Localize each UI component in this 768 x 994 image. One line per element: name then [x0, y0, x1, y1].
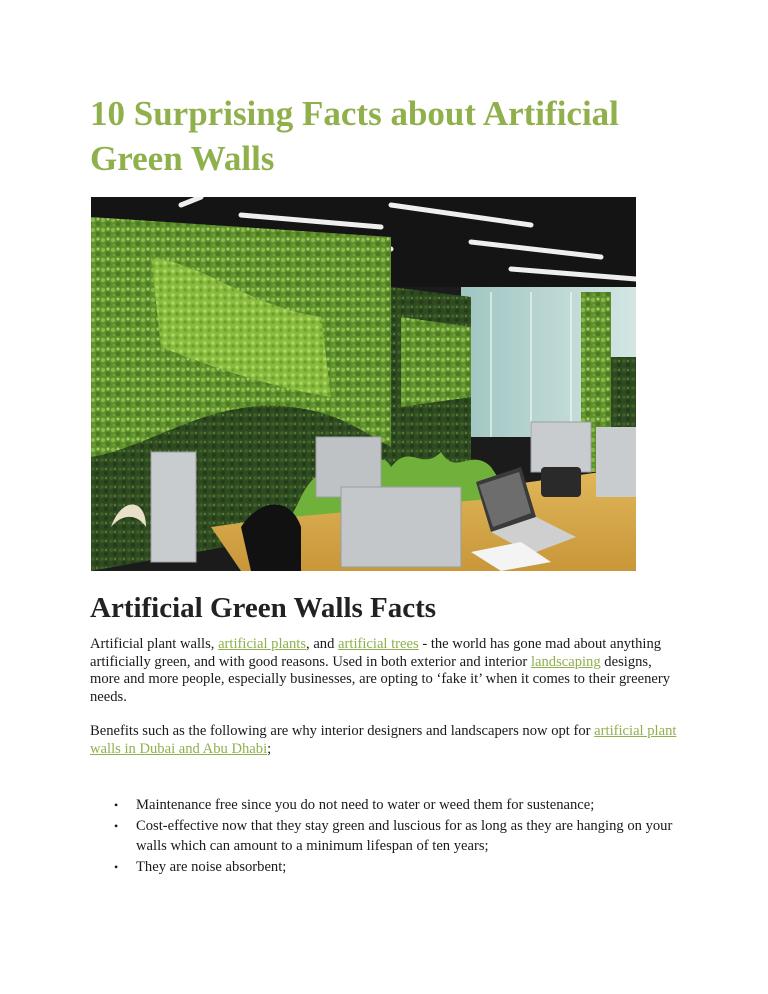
bullet-icon: • — [114, 818, 119, 833]
list-item-text: They are noise absorbent; — [136, 858, 287, 875]
plant-walls-dubai-link[interactable]: artificial plant walls in Dubai and Abu Dhabi — [90, 723, 677, 757]
artificial-trees-link[interactable]: artificial trees — [338, 636, 419, 652]
benefits-list — [90, 795, 680, 877]
list-item — [90, 816, 680, 857]
bullet-icon: • — [114, 798, 119, 812]
list-item — [90, 795, 680, 816]
artificial-plants-link[interactable]: artificial plants — [218, 636, 307, 652]
paragraph-text: - the world has gone mad about anything artificially green, and with good reasons. Used in both exterior and interior — [90, 636, 662, 670]
document-title: 10 Surprising Facts about Artificial Green Walls — [90, 94, 619, 178]
photo-illustration — [91, 197, 636, 571]
list-item — [90, 857, 680, 878]
section-heading: Artificial Green Walls Facts — [90, 592, 437, 624]
paragraph-text: designs, more and more people, especially businesses, are opting to ‘fake it’ when it comes to their greenery needs. — [90, 653, 671, 705]
benefits-intro-paragraph — [90, 723, 680, 758]
paragraph-text: Benefits such as the following are why interior designers and landscapers now opt for — [90, 723, 595, 739]
landscaping-link[interactable]: landscaping — [530, 653, 601, 670]
paragraph-text: ; — [267, 740, 272, 757]
intro-paragraph — [90, 636, 680, 706]
office-green-wall-photo — [91, 197, 636, 571]
paragraph-text: Artificial plant walls, — [90, 636, 219, 652]
list-item-text: Maintenance free since you do not need to water or weed them for sustenance; — [136, 797, 595, 813]
paragraph-text: , and — [306, 636, 339, 652]
bullet-icon: • — [114, 859, 119, 874]
list-item-text: Cost-effective now that they stay green and luscious for as long as they are hanging on your walls which can amount to a minimum lifespan of ten years; — [136, 817, 673, 854]
